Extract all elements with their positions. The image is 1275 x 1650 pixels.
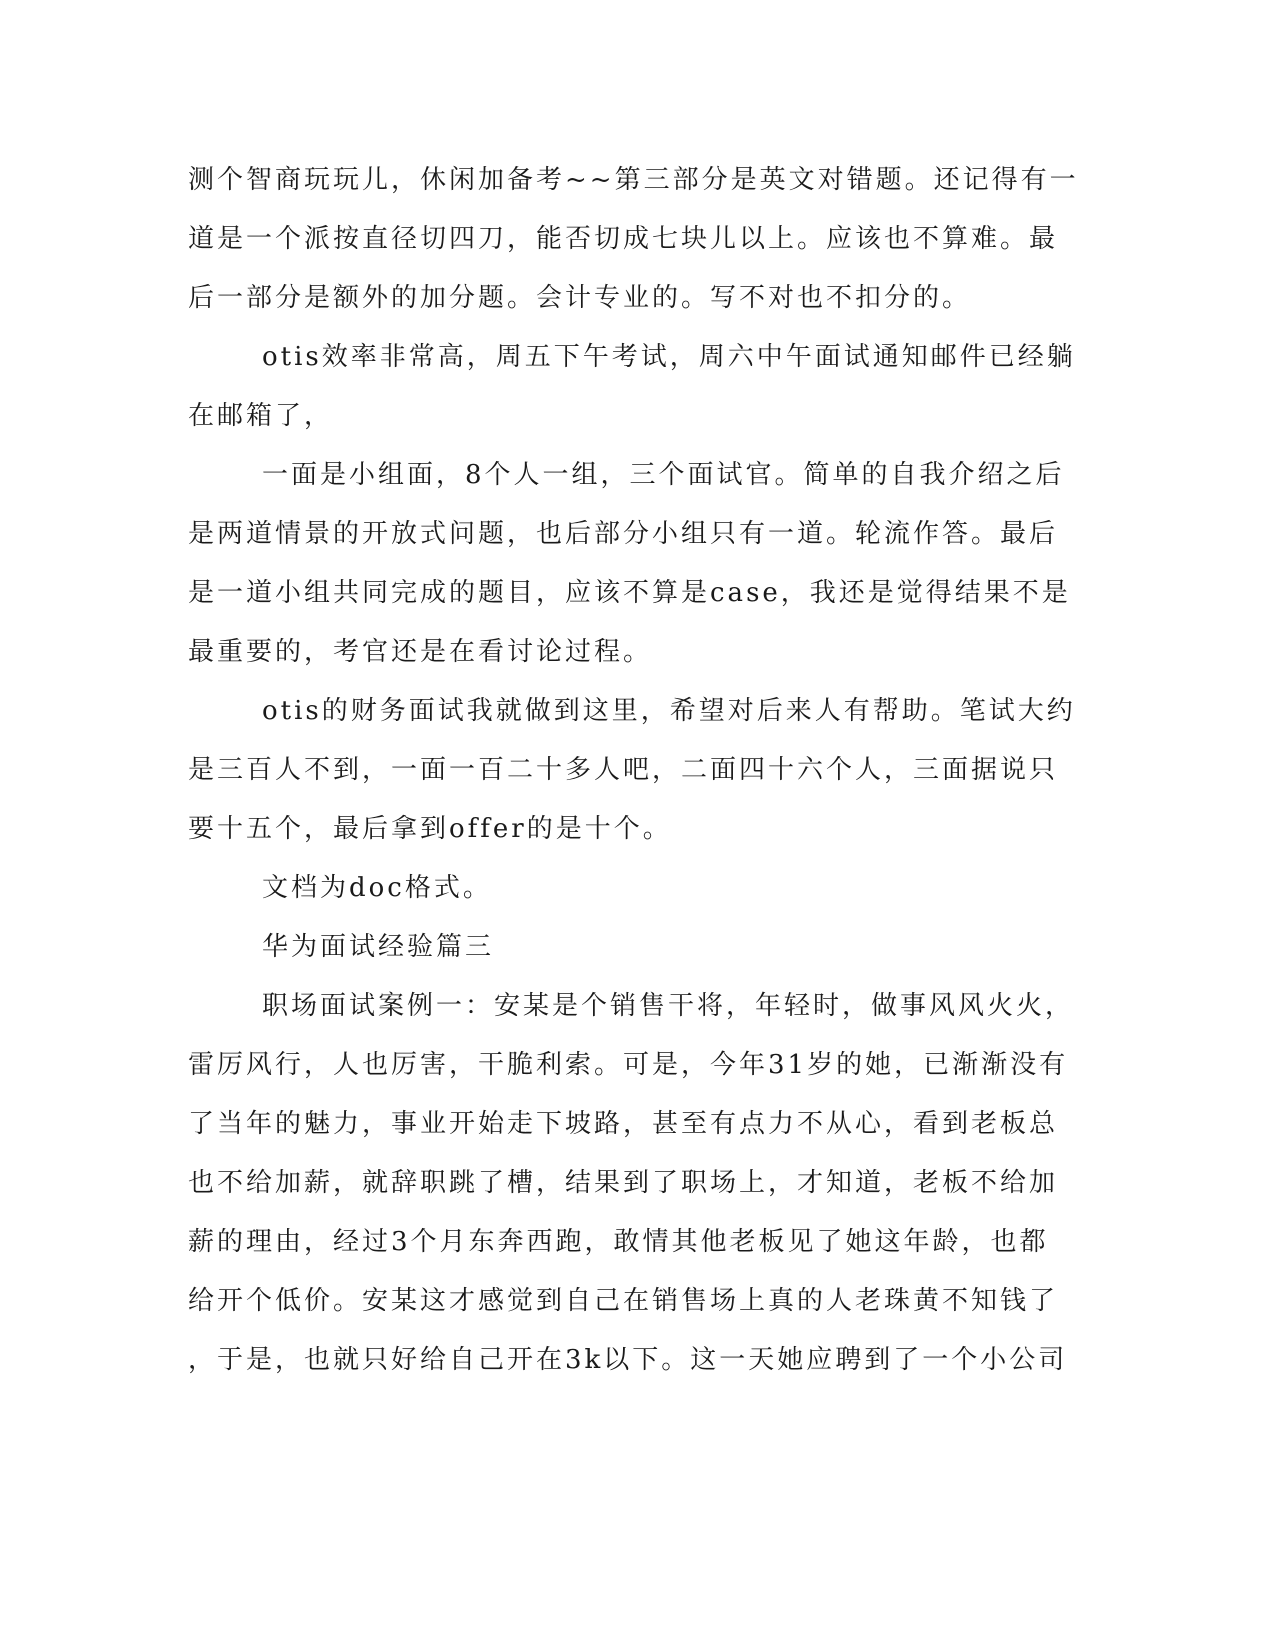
text-line: 道是一个派按直径切四刀，能否切成七块儿以上。应该也不算难。最: [188, 224, 1059, 254]
text-line: 职场面试案例一：安某是个销售干将，年轻时，做事风风火火，: [262, 991, 1075, 1021]
text-line: ，于是，也就只好给自己开在3k以下。这一天她应聘到了一个小公司: [188, 1345, 1068, 1375]
section-heading: 华为面试经验篇三: [262, 932, 495, 962]
text-line: 后一部分是额外的加分题。会计专业的。写不对也不扣分的。: [188, 283, 972, 313]
text-line: 要十五个，最后拿到offer的是十个。: [188, 814, 672, 844]
text-line: 一面是小组面，8个人一组，三个面试官。简单的自我介绍之后: [262, 460, 1065, 490]
text-line: 文档为doc格式。: [262, 873, 492, 903]
text-line: 是一道小组共同完成的题目，应该不算是case，我还是觉得结果不是: [188, 578, 1071, 608]
text-line: 是两道情景的开放式问题，也后部分小组只有一道。轮流作答。最后: [188, 519, 1059, 549]
text-line: 最重要的，考官还是在看讨论过程。: [188, 637, 653, 667]
text-line: 薪的理由，经过3个月东奔西跑，敢情其他老板见了她这年龄，也都: [188, 1227, 1049, 1257]
text-line: 雷厉风行，人也厉害，干脆利索。可是，今年31岁的她，已渐渐没有: [188, 1050, 1069, 1080]
text-line: 测个智商玩玩儿，休闲加备考~~第三部分是英文对错题。还记得有一: [188, 165, 1079, 195]
text-line: otis效率非常高，周五下午考试，周六中午面试通知邮件已经躺: [262, 342, 1076, 372]
text-line: 了当年的魅力，事业开始走下坡路，甚至有点力不从心，看到老板总: [188, 1109, 1059, 1139]
text-line: otis的财务面试我就做到这里，希望对后来人有帮助。笔试大约: [262, 696, 1076, 726]
text-line: 给开个低价。安某这才感觉到自己在销售场上真的人老珠黄不知钱了: [188, 1286, 1059, 1316]
text-line: 在邮箱了，: [188, 401, 334, 431]
text-line: 是三百人不到，一面一百二十多人吧，二面四十六个人，三面据说只: [188, 755, 1059, 785]
text-line: 也不给加薪，就辞职跳了槽，结果到了职场上，才知道，老板不给加: [188, 1168, 1059, 1198]
